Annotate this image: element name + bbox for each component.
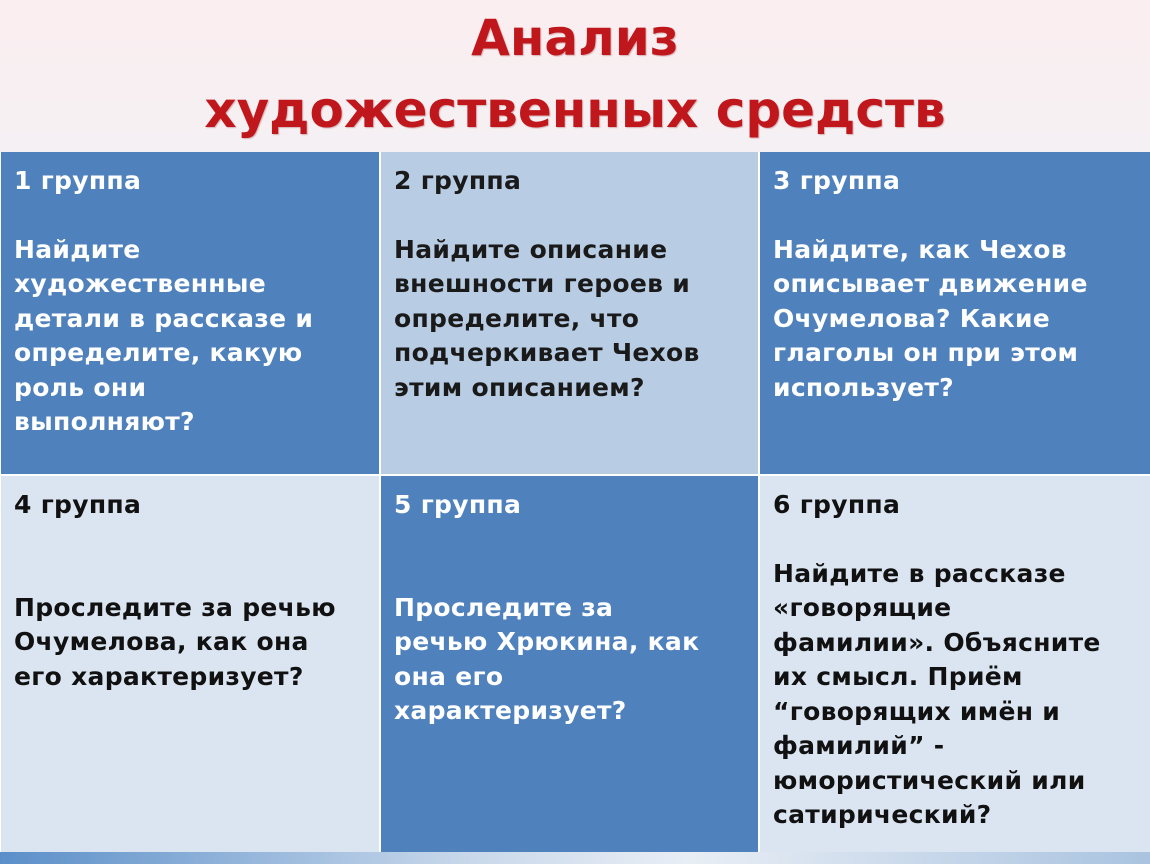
slide-title-line-2: художественных средств xyxy=(204,81,946,139)
group-label: 2 группа xyxy=(394,166,522,195)
task-table xyxy=(0,152,1150,852)
task-text: Проследите за речью Хрюкина, как она его характеризует? xyxy=(394,592,700,725)
task-text: Найдите в рассказе «говорящие фамилии». Объясните их смысл. Приём “говорящих имён и фамилий” - юмористический или сатирический? xyxy=(773,558,1101,829)
slide-title-line-1: Анализ xyxy=(471,9,679,67)
task-cell-group-5 xyxy=(381,476,758,854)
group-label: 5 группа xyxy=(394,490,522,519)
task-text: Найдите художественные детали в рассказе и определите, какую роль они выполняют? xyxy=(14,234,314,436)
task-cell-group-3 xyxy=(760,152,1150,474)
task-text: Проследите за речью Очумелова, как она его характеризует? xyxy=(14,592,336,691)
group-label: 4 группа xyxy=(14,490,142,519)
task-cell-group-1 xyxy=(1,152,379,474)
slide-title xyxy=(0,0,1150,152)
task-text: Найдите, как Чехов описывает движение Очумелова? Какие глаголы он при этом использует? xyxy=(773,234,1088,402)
task-cell-group-6 xyxy=(760,476,1150,854)
task-cell-group-4 xyxy=(1,476,379,854)
group-label: 1 группа xyxy=(14,166,142,195)
bottom-decorative-strip xyxy=(0,852,1150,864)
group-label: 6 группа xyxy=(773,490,901,519)
group-label: 3 группа xyxy=(773,166,901,195)
task-text: Найдите описание внешности героев и определите, что подчеркивает Чехов этим описанием? xyxy=(394,234,700,402)
task-cell-group-2 xyxy=(381,152,758,474)
